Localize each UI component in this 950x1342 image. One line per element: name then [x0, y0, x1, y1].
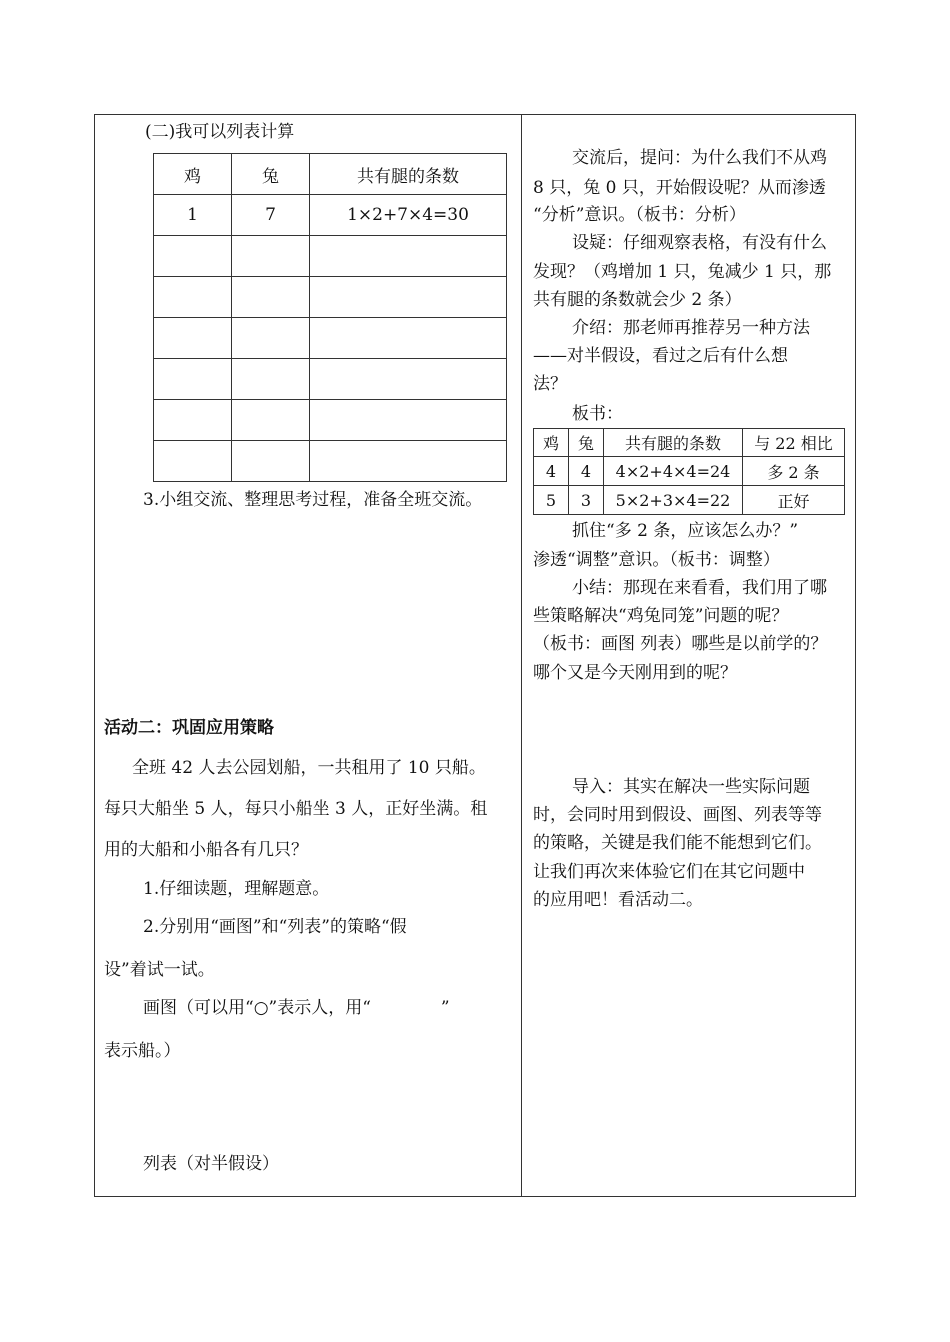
cell [154, 441, 232, 482]
cell [154, 359, 232, 400]
cell [154, 318, 232, 359]
cell [232, 441, 310, 482]
para2-line-1: 设疑：仔细观察表格，有没有什么 [572, 233, 827, 253]
cell: 5 [534, 486, 569, 515]
header-rabbit: 兔 [569, 429, 604, 457]
cell: 正好 [743, 486, 845, 515]
para1-line-1: 交流后，提问：为什么我们不从鸡 [572, 148, 827, 168]
para5-line-1: 小结：那现在来看看，我们用了哪 [572, 578, 827, 598]
draw-instruction-line-2: 表示船。） [104, 1041, 181, 1061]
cell [310, 277, 507, 318]
table-header-row [534, 429, 845, 457]
header-compare: 与 22 相比 [743, 429, 845, 457]
cell: 4 [534, 457, 569, 486]
table-row [154, 277, 507, 318]
board-table [533, 428, 845, 515]
activity2-title: 活动二：巩固应用策略 [104, 718, 274, 738]
problem-line-3: 用的大船和小船各有几只？ [104, 840, 308, 860]
cell: 多 2 条 [743, 457, 845, 486]
cell [154, 400, 232, 441]
para6-line-5: 的应用吧！看活动二。 [533, 890, 703, 910]
para1-line-3: “分析”意识。（板书：分析） [533, 205, 746, 225]
cell [310, 236, 507, 277]
list-label: 列表（对半假设） [143, 1154, 279, 1174]
problem-line-1: 全班 42 人去公园划船，一共租用了 10 只船。 [132, 758, 486, 778]
cell [310, 359, 507, 400]
cell: 3 [569, 486, 604, 515]
table-row [154, 359, 507, 400]
draw-instruction-part-b: ” [440, 998, 450, 1018]
para6-line-2: 时，会同时用到假设、画图、列表等等 [533, 805, 822, 825]
cell [232, 400, 310, 441]
cell [232, 359, 310, 400]
step1-text: 1.仔细读题，理解题意。 [143, 879, 330, 899]
para2-line-3: 共有腿的条数就会少 2 条） [533, 290, 742, 310]
cell: 5×2+3×4=22 [604, 486, 743, 515]
board-label: 板书： [572, 404, 623, 424]
header-legs: 共有腿的条数 [604, 429, 743, 457]
para4-line-2: 渗透“调整”意识。（板书：调整） [533, 550, 780, 570]
cell: 7 [232, 195, 310, 236]
step2-line-1: 2.分别用“画图”和“列表”的策略“假 [143, 917, 407, 937]
para6-line-1: 导入：其实在解决一些实际问题 [572, 777, 810, 797]
table-row [154, 195, 507, 236]
chicken-rabbit-table [153, 153, 507, 482]
column-divider [521, 114, 522, 1197]
step2-line-2: 设”着试一试。 [104, 960, 215, 980]
problem-line-2: 每只大船坐 5 人，每只小船坐 3 人，正好坐满。租 [104, 799, 488, 819]
draw-instruction-line-1 [143, 997, 450, 1019]
cell: 1×2+7×4=30 [310, 195, 507, 236]
cell: 1 [154, 195, 232, 236]
para3-line-2: ——对半假设，看过之后有什么想 [533, 346, 788, 366]
para3-line-1: 介绍：那老师再推荐另一种方法 [572, 318, 810, 338]
para2-line-2: 发现？（鸡增加 1 只，兔减少 1 只，那 [533, 262, 832, 282]
para5-line-4: 哪个又是今天刚用到的呢？ [533, 663, 737, 683]
subtitle: (二)我可以列表计算 [145, 122, 295, 142]
table-row [154, 236, 507, 277]
cell [232, 318, 310, 359]
table-row [154, 318, 507, 359]
header-chicken: 鸡 [154, 154, 232, 195]
cell: 4×2+4×4=24 [604, 457, 743, 486]
table-row [154, 441, 507, 482]
cell [310, 441, 507, 482]
para6-line-4: 让我们再次来体验它们在其它问题中 [533, 862, 805, 882]
cell: 4 [569, 457, 604, 486]
cell [154, 277, 232, 318]
para4-line-1: 抓住“多 2 条，应该怎么办？” [572, 521, 799, 541]
cell [232, 236, 310, 277]
para1-line-2: 8 只，兔 0 只，开始假设呢？从而渗透 [533, 178, 826, 198]
table-row [534, 486, 845, 515]
header-legs: 共有腿的条数 [310, 154, 507, 195]
para5-line-2: 些策略解决“鸡兔同笼”问题的呢？ [533, 606, 789, 626]
table-row [534, 457, 845, 486]
cell [154, 236, 232, 277]
step3-text: 3.小组交流、整理思考过程，准备全班交流。 [143, 490, 483, 510]
cell [310, 318, 507, 359]
table-row [154, 400, 507, 441]
header-rabbit: 兔 [232, 154, 310, 195]
cell [232, 277, 310, 318]
para6-line-3: 的策略，关键是我们能不能想到它们。 [533, 833, 822, 853]
table-header-row [154, 154, 507, 195]
para5-line-3: （板书：画图 列表）哪些是以前学的？ [533, 634, 828, 654]
para3-line-3: 法？ [533, 374, 567, 394]
draw-instruction-part-a: 画图（可以用“○”表示人，用“ [143, 998, 371, 1018]
cell [310, 400, 507, 441]
header-chicken: 鸡 [534, 429, 569, 457]
